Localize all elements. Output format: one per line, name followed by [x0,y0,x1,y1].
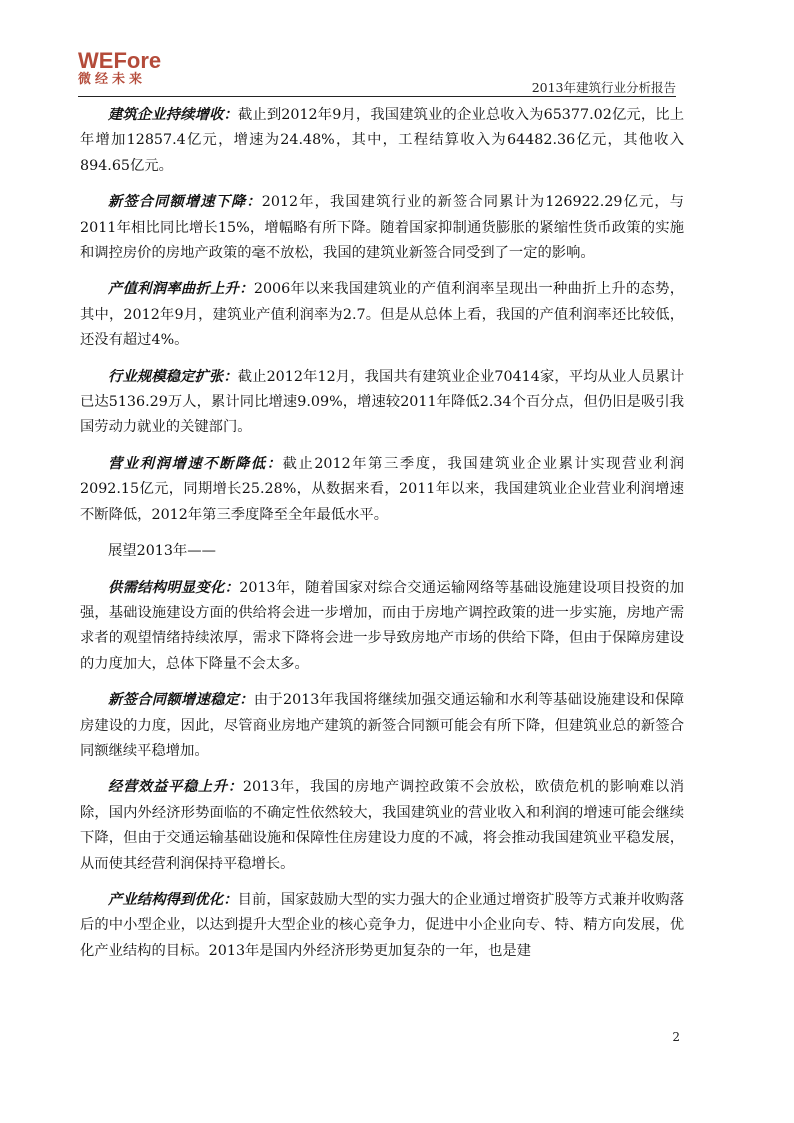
paragraph-new-contracts [80,190,684,266]
company-logo [78,50,160,87]
paragraph-text: 展望2013年—— [108,543,216,560]
paragraph-text: 由于2013年我国将继续加强交通运输和水利等基础设施建设和保障房建设的力度，因此，尽管商业房地产建筑的新签合同额可能会有所下降，但建筑业总的新签合同额继续平稳增加。 [80,692,684,759]
paragraph-revenue [80,103,684,179]
paragraph-lead: 营业利润增速不断降低： [108,455,283,472]
paragraph-text: 截止2012年第三季度，我国建筑业企业累计实现营业利润2092.15亿元，同期增长25.28%，从数据来看，2011年以来，我国建筑业企业营业利润增速不断降低，2012年第三季度降至全年最低水平。 [80,455,685,523]
paragraph-text: 2012年，我国建筑行业的新签合同累计为126922.29亿元，与2011年相比同比增长15%，增幅略有所下降。随着国家抑制通货膨胀的紧缩性货币政策的实施和调控房价的房地产政策的毫不放松，我国的建筑业新签合同受到了一定的影响。 [80,194,685,262]
paragraph-profit-margin [80,277,684,353]
paragraph-lead: 产业结构得到优化： [108,891,238,908]
paragraph-lead: 供需结构明显变化： [108,579,240,596]
paragraph-supply-demand [80,576,684,678]
paragraph-contract-growth [80,688,684,764]
paragraph-business-performance [80,775,684,877]
paragraph-lead: 经营效益平稳上升： [108,779,243,796]
paragraph-text: 目前，国家鼓励大型的实力强大的企业通过增资扩股等方式兼并收购落后的中小型企业，以达到提升大型企业的核心竞争力，促进中小企业向专、特、精方向发展，优化产业结构的目标。2013年是国内外经济形势更加复杂的一年，也是建 [80,891,684,959]
paragraph-text: 截止到2012年9月，我国建筑业的企业总收入为65377.02亿元，比上年增加12857.4亿元，增速为24.48%，其中，工程结算收入为64482.36亿元，其他收入894.65亿元。 [80,107,685,174]
paragraph-text: 2013年，随着国家对综合交通运输网络等基础设施建设项目投资的加强，基础设施建设方面的供给将会进一步增加，而由于房地产调控政策的进一步实施，房地产需求者的观望情绪持续浓厚，需求下降将会进一步导致房地产市场的供给下降，但由于保障房建设的力度加大，总体下降量不会太多。 [80,579,685,672]
paragraph-text: 2006年以来我国建筑业的产值利润率呈现出一种曲折上升的态势，其中，2012年9月，建筑业产值利润率为2.7。但是从总体上看，我国的产值利润率还比较低，还没有超过4%。 [80,281,684,349]
header-divider [78,96,676,97]
paragraph-text: 截止2012年12月，我国共有建筑业企业70414家，平均从业人员累计已达5136.29万人，累计同比增速9.09%，增速较2011年降低2.34个百分点，但仍旧是吸引我国劳动力就业的关键部门。 [80,368,685,436]
paragraph-text: 2013年，我国的房地产调控政策不会放松，欧债危机的影响难以消除，国内外经济形势面临的不确定性依然较大，我国建筑业的营业收入和利润的增速可能会继续下降，但由于交通运输基础设施和保障性住房建设力度的不减，将会推动我国建筑业平稳发展，从而使其经营利润保持平稳增长。 [80,779,684,872]
report-header-title: 2013年建筑行业分析报告 [531,80,676,95]
paragraph-outlook-heading [80,539,684,564]
paragraph-operating-profit [80,452,684,528]
paragraph-industry-structure [80,888,684,964]
paragraph-lead: 新签合同额增速稳定： [108,692,254,709]
page-number: 2 [672,1030,680,1044]
paragraph-lead: 建筑企业持续增收： [108,107,238,123]
logo-wordmark: WEFore [78,48,162,73]
paragraph-lead: 新签合同额增速下降： [108,194,262,211]
logo-subtitle: 微经未来 [78,72,147,87]
paragraph-lead: 行业规模稳定扩张： [108,368,238,385]
document-body [80,103,684,975]
paragraph-industry-scale [80,365,684,441]
paragraph-lead: 产值利润率曲折上升： [108,281,254,298]
